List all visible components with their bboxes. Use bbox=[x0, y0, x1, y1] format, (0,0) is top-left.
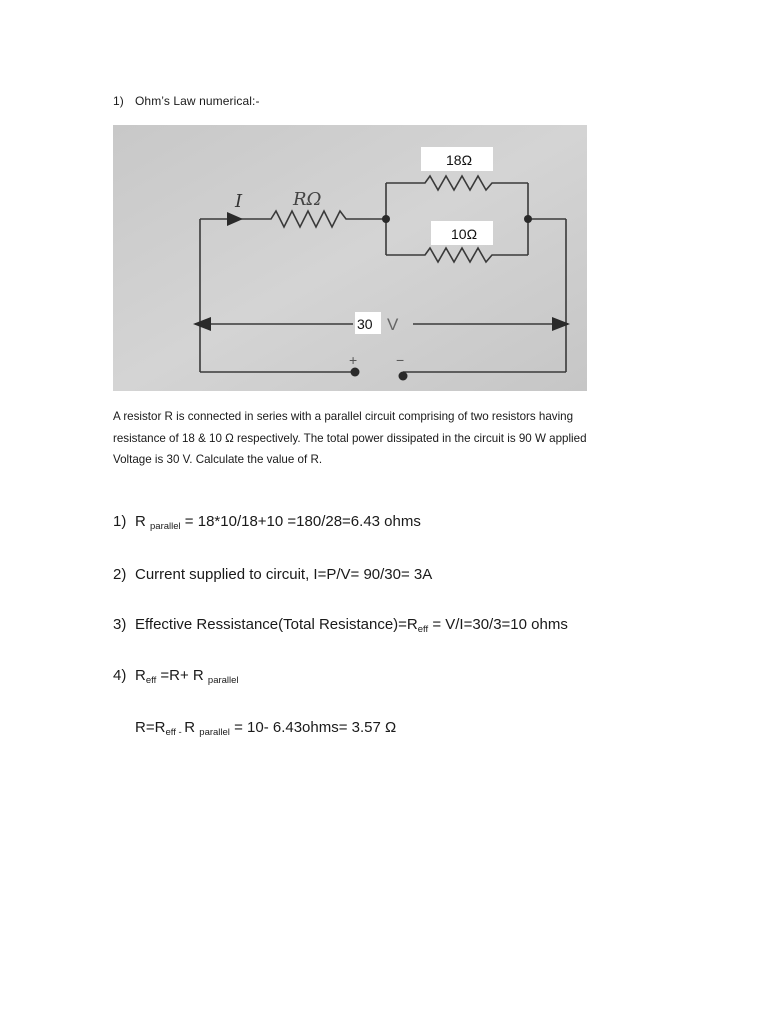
step-subscript: parallel bbox=[150, 521, 181, 532]
step-text: R bbox=[135, 513, 150, 530]
step-number: 4) bbox=[113, 667, 127, 684]
step-text: R=R bbox=[135, 719, 166, 736]
final-answer bbox=[135, 719, 396, 736]
step-text: = V/I=30/3=10 ohms bbox=[428, 616, 568, 633]
step-subscript: parallel bbox=[207, 675, 239, 686]
current-label: I bbox=[235, 191, 243, 212]
step-subscript: eff bbox=[145, 675, 157, 686]
step-text: Effective Ressistance(Total Resistance)=R bbox=[135, 616, 418, 633]
step-subscript: parallel bbox=[199, 727, 230, 738]
problem-statement bbox=[113, 406, 643, 471]
parallel-bottom-label: 10Ω bbox=[451, 226, 478, 242]
step-4 bbox=[113, 667, 239, 684]
heading bbox=[113, 94, 260, 108]
step-text: Current supplied to circuit, I=P/V= 90/30= 3A bbox=[135, 566, 433, 583]
step-number: 2) bbox=[113, 566, 127, 583]
step-1 bbox=[113, 513, 421, 530]
step-text: =R+ R bbox=[156, 667, 208, 684]
terminal-negative bbox=[399, 372, 408, 381]
step-text: R bbox=[135, 667, 146, 684]
voltage-value: 30 bbox=[357, 316, 373, 332]
junction-right bbox=[524, 215, 532, 223]
heading-number: 1) bbox=[113, 94, 124, 108]
problem-line: resistance of 18 & 10 Ω respectively. The total power dissipated in the circuit is 90 W applied bbox=[113, 431, 587, 445]
step-3 bbox=[113, 616, 568, 633]
plus-sign: + bbox=[349, 352, 358, 368]
voltage-unit: V bbox=[387, 315, 399, 334]
terminal-positive bbox=[351, 368, 360, 377]
step-text: R bbox=[184, 719, 200, 736]
minus-sign: − bbox=[396, 352, 405, 368]
parallel-top-label: 18Ω bbox=[446, 152, 473, 168]
step-text: = 18*10/18+10 =180/28=6.43 ohms bbox=[180, 513, 421, 530]
circuit-diagram bbox=[113, 125, 587, 391]
step-subscript: eff - bbox=[165, 727, 185, 738]
step-number: 1) bbox=[113, 513, 127, 530]
step-number: 3) bbox=[113, 616, 127, 633]
problem-line: A resistor R is connected in series with a parallel circuit comprising of two resistors having bbox=[113, 410, 574, 423]
problem-line: Voltage is 30 V. Calculate the value of R. bbox=[113, 453, 323, 466]
circuit-figure bbox=[113, 125, 587, 391]
junction-left bbox=[382, 215, 390, 223]
step-text: = 10- 6.43ohms= 3.57 Ω bbox=[229, 719, 397, 736]
step-subscript: eff bbox=[417, 624, 429, 635]
heading-text: Ohm’s Law numerical:- bbox=[135, 94, 260, 108]
series-resistor-label: RΩ bbox=[293, 189, 322, 210]
step-2 bbox=[113, 566, 432, 583]
